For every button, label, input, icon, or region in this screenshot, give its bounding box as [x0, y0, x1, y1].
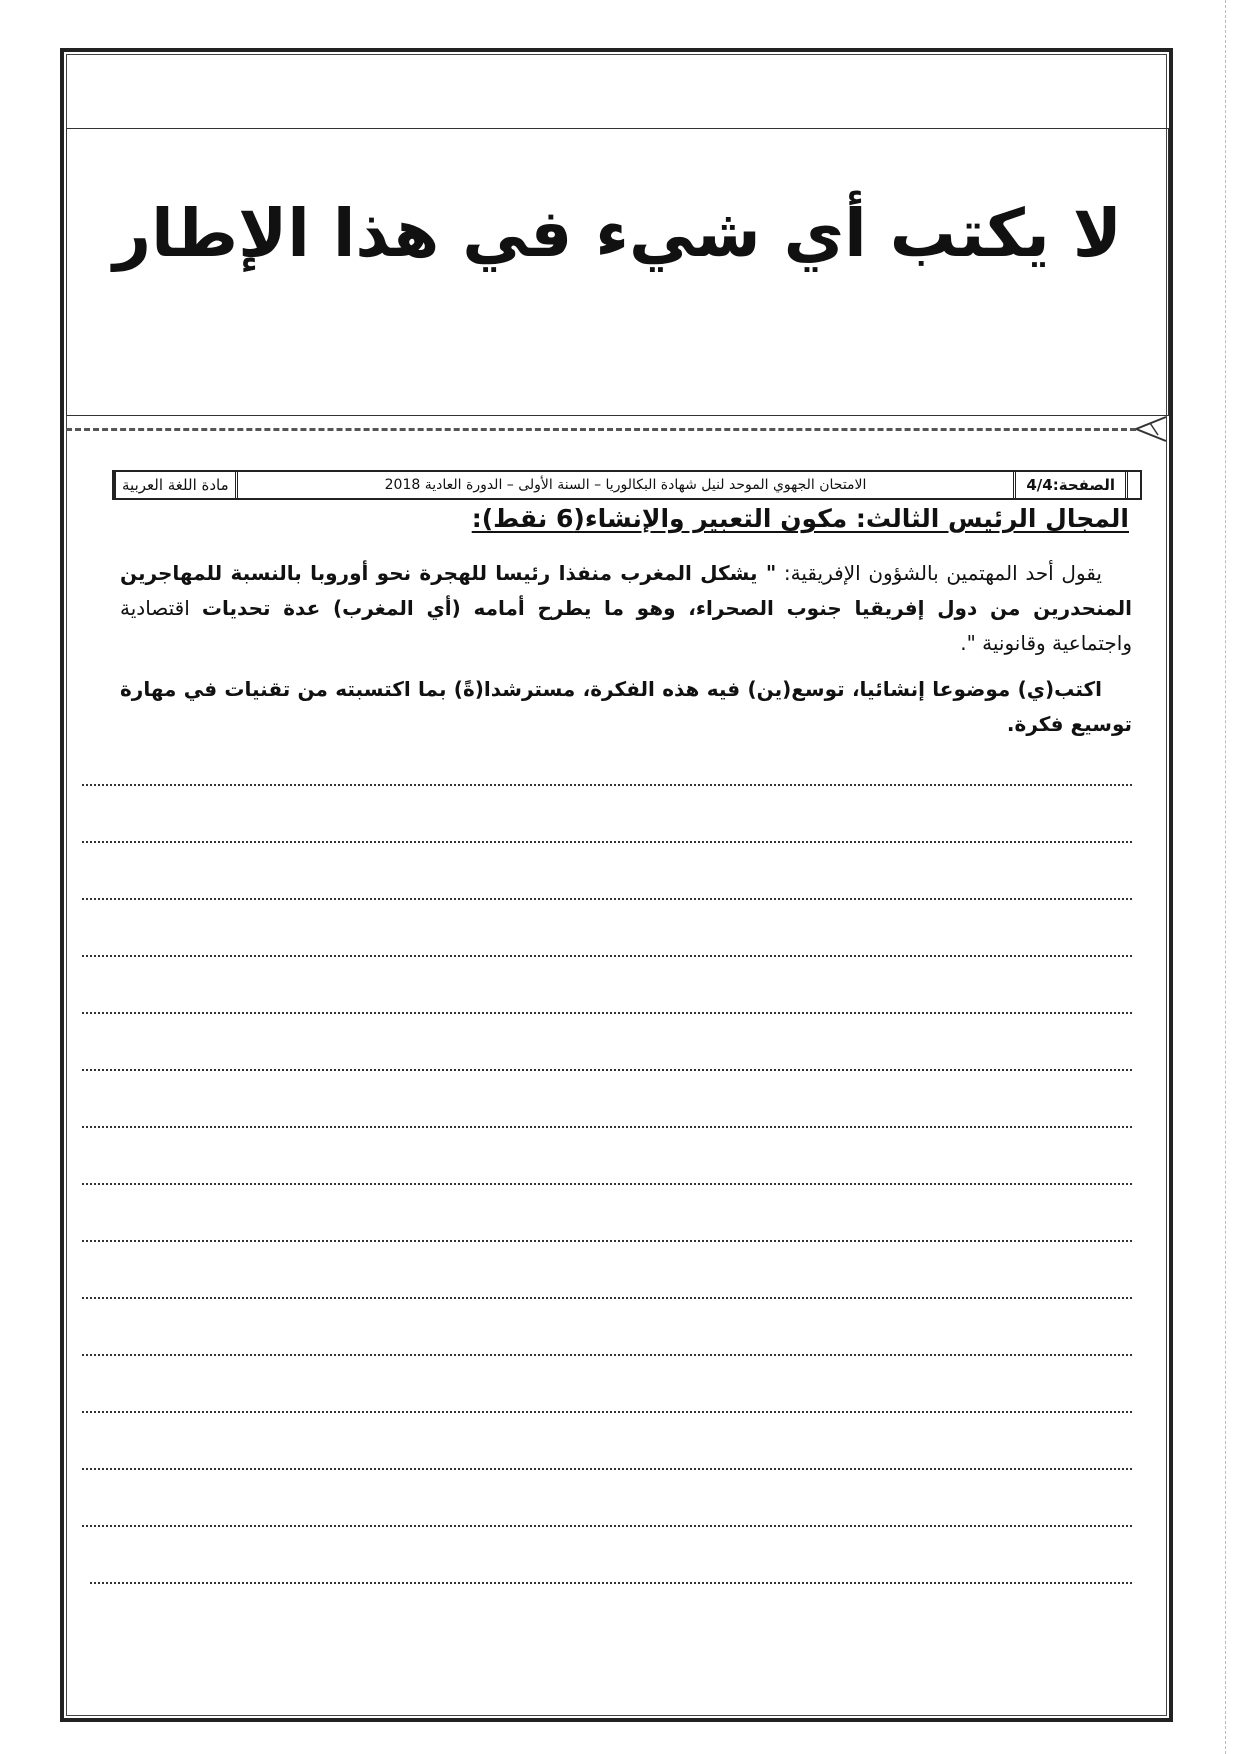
answer-line[interactable]: [82, 1525, 1132, 1527]
no-write-notice: لا يكتب أي شيء في هذا الإطار: [113, 195, 1122, 272]
exam-title: الامتحان الجهوي الموحد لنيل شهادة البكالوريا – السنة الأولى – الدورة العادية 2018: [235, 472, 1014, 498]
subject-label: مادة اللغة العربية: [114, 472, 235, 498]
answer-line[interactable]: [82, 1240, 1132, 1242]
answer-line[interactable]: [82, 955, 1132, 957]
answer-line[interactable]: [82, 1183, 1132, 1185]
answer-line[interactable]: [82, 1354, 1132, 1356]
answer-line[interactable]: [82, 1297, 1132, 1299]
answer-line[interactable]: [82, 841, 1132, 843]
answer-line[interactable]: [82, 1411, 1132, 1413]
prompt-intro: يقول أحد المهتمين بالشؤون الإفريقية:: [776, 561, 1102, 585]
answer-line[interactable]: [82, 1126, 1132, 1128]
prompt-quote-end: اقتصادية واجتماعية وقانونية ".: [120, 596, 1132, 655]
answer-line[interactable]: [82, 1012, 1132, 1014]
task-text: اكتب(ي) موضوعا إنشائيا، توسع(ين) فيه هذه الفكرة، مسترشدا(ةً) بما اكتسبته من تقنيات في مهارة: [120, 677, 1102, 701]
prompt-quote: " يشكل المغرب منفذا رئيسا للهجرة نحو أوروبا بالنسبة للمهاجرين المنحدرين من دول إفريقيا جنوب الصحراء، وهو ما يطرح أمامه (أي المغرب) عدة تحديات: [120, 561, 1133, 620]
answer-line[interactable]: [82, 784, 1132, 786]
scan-edge: [1225, 0, 1226, 1754]
section-title: المجال الرئيس الثالث: مكون التعبير والإنشاء(6 نقط):: [471, 504, 1129, 533]
no-write-box: [66, 128, 1169, 416]
answer-line[interactable]: [82, 1069, 1132, 1071]
prompt-paragraph: [120, 556, 1132, 661]
task-text-end: توسيع فكرة.: [1006, 712, 1132, 736]
answer-line[interactable]: [82, 898, 1132, 900]
page-number: الصفحة:4/4: [1013, 472, 1125, 498]
header-end-mark: [1125, 472, 1140, 498]
answer-line[interactable]: [82, 1468, 1132, 1470]
exam-header: [112, 470, 1142, 500]
cut-line: [66, 428, 1136, 431]
answer-line[interactable]: [90, 1582, 1132, 1584]
scissors-icon: [1134, 414, 1168, 444]
task-paragraph: [120, 672, 1132, 742]
